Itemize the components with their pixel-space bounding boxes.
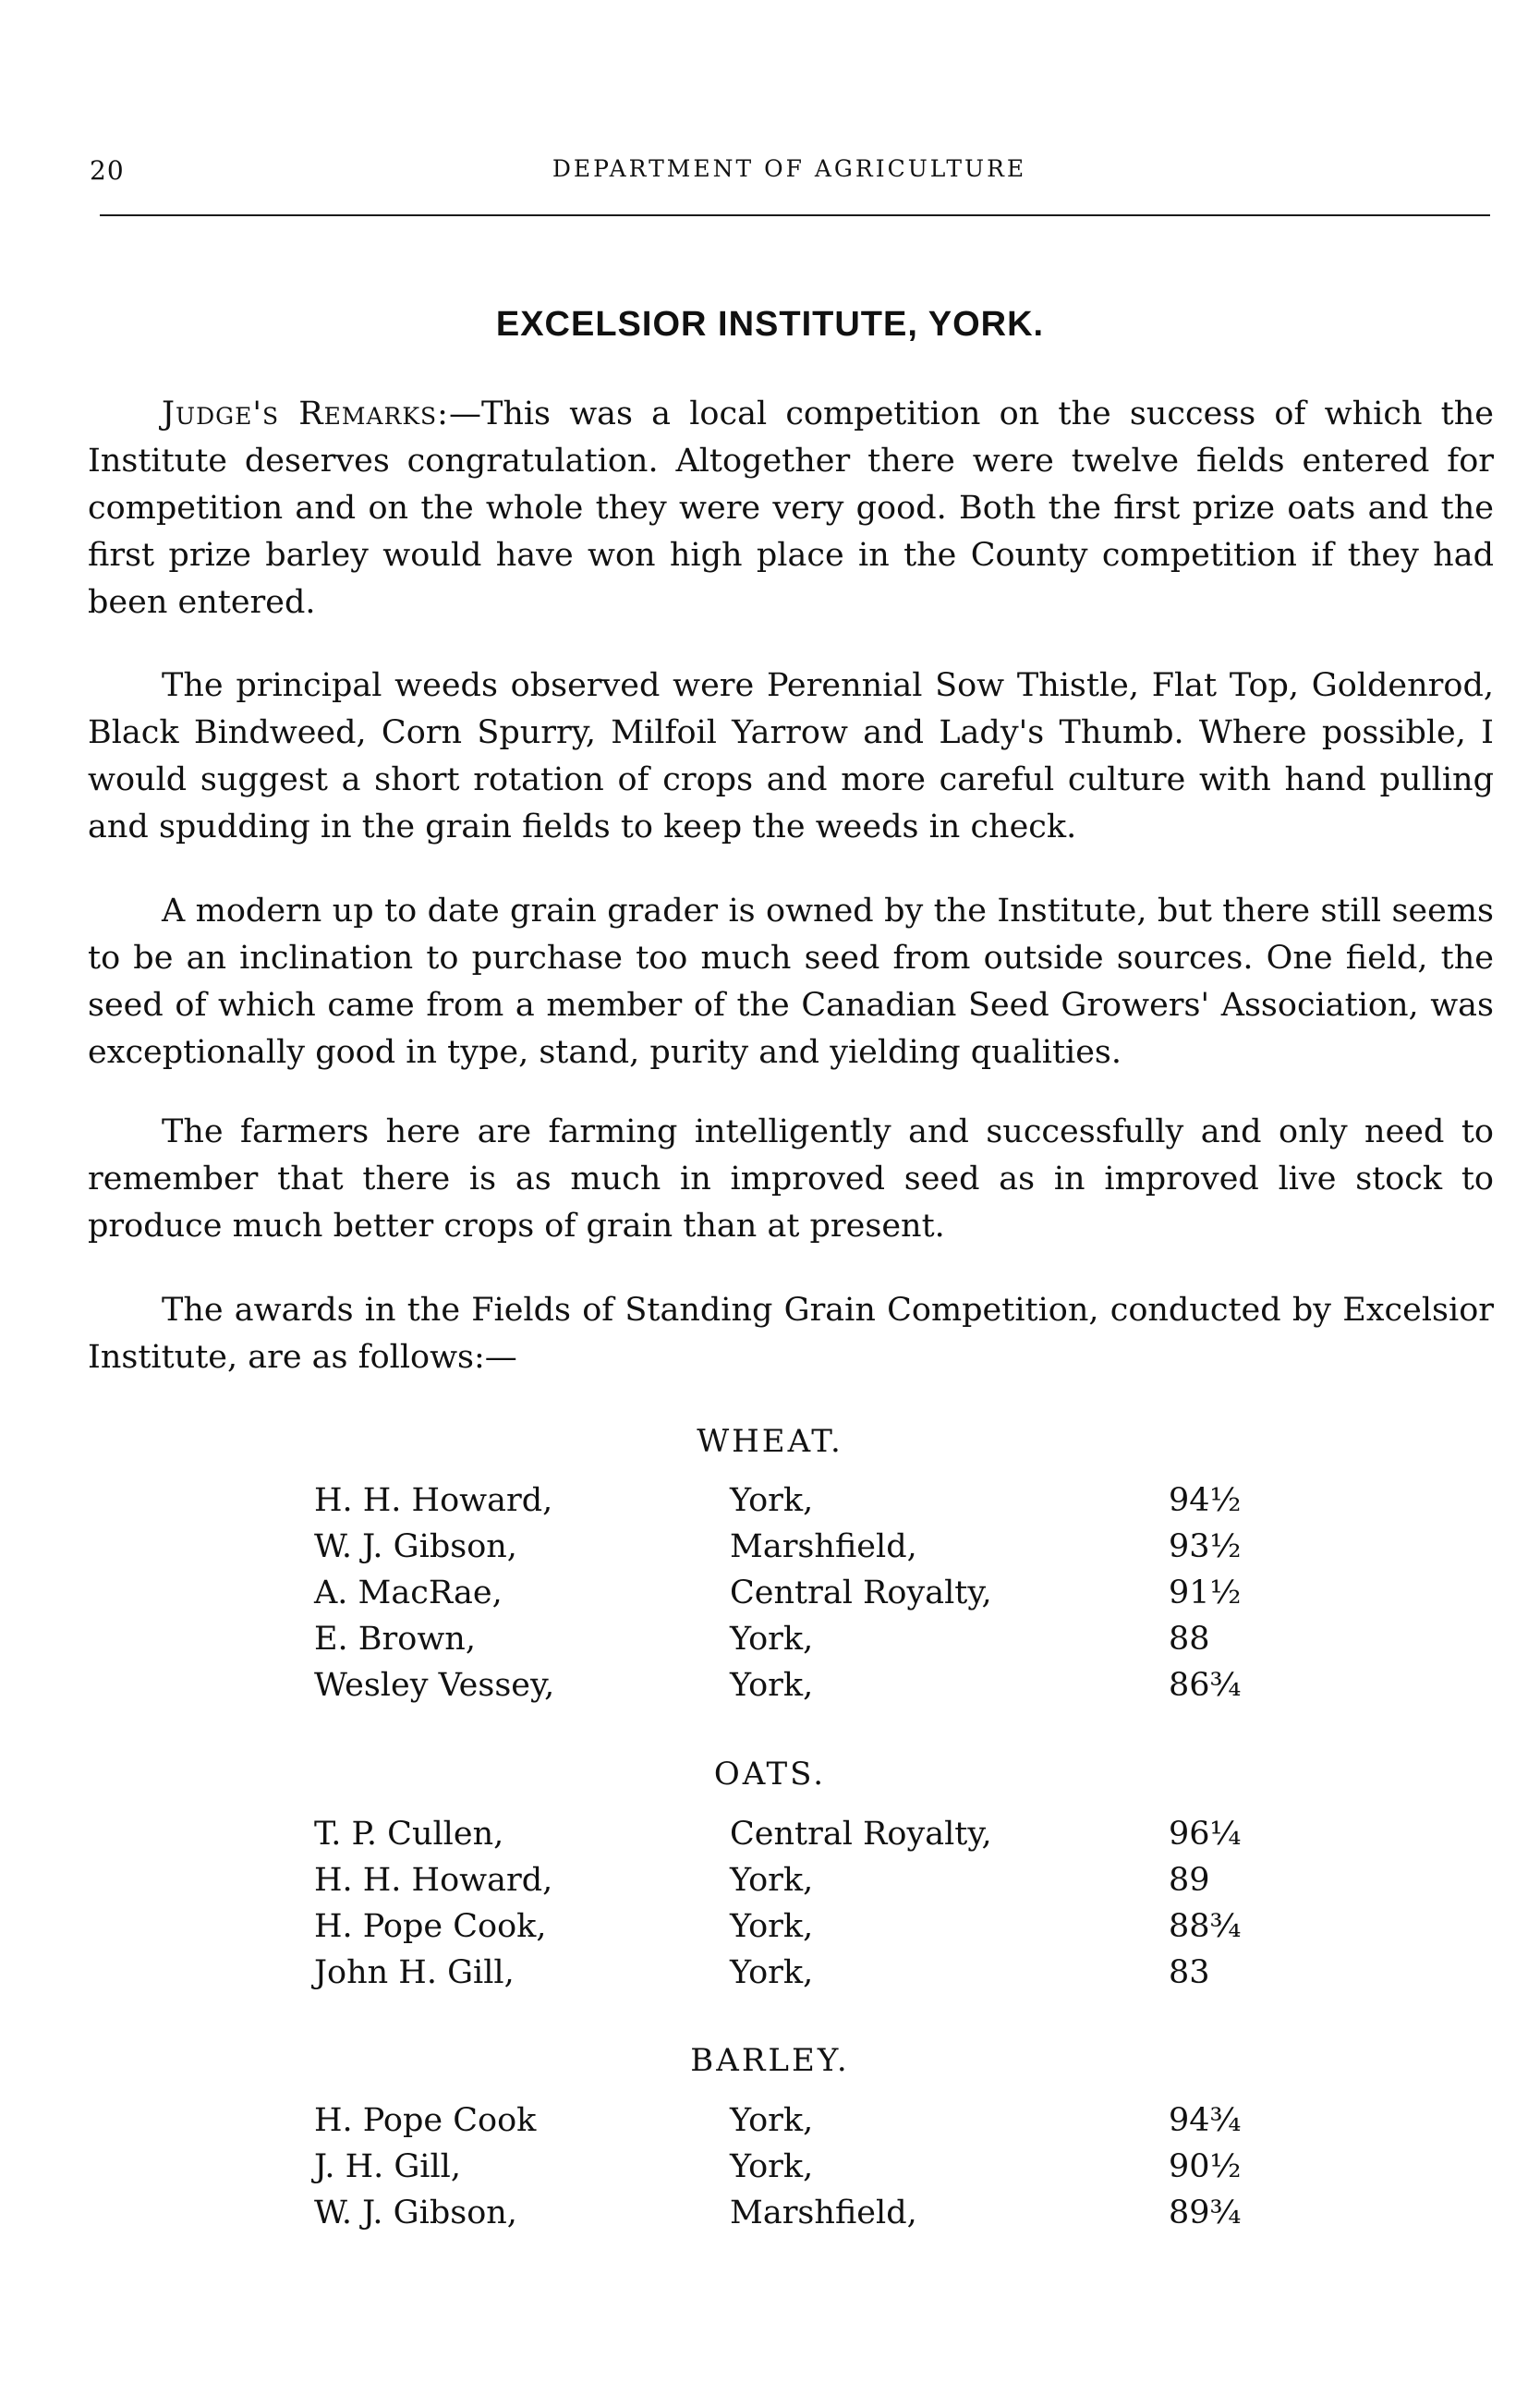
award-score: 94½ bbox=[1169, 1482, 1242, 1519]
award-name: W. J. Gibson, bbox=[314, 1528, 517, 1565]
section-title: EXCELSIOR INSTITUTE, YORK. bbox=[495, 305, 1045, 344]
paragraph-farmers: The farmers here are farming intelligently and successfully and only need to remember that there is as much in improved seed as in improved live stock to produce much better crops of grain than at present. bbox=[88, 1113, 1494, 1245]
award-row bbox=[0, 1528, 1540, 1574]
award-row bbox=[0, 1908, 1540, 1954]
award-score: 83 bbox=[1169, 1954, 1210, 1991]
award-row bbox=[0, 1621, 1540, 1667]
award-name: H. Pope Cook bbox=[314, 2102, 537, 2139]
award-name: H. Pope Cook, bbox=[314, 1908, 547, 1945]
paragraph-weeds: The principal weeds observed were Perennial Sow Thistle, Flat Top, Goldenrod, Black Bindweed, Corn Spurry, Milfoil Yarrow and Lady's Thumb. Where possible, I would suggest a short rotation of crops and more careful culture with hand pulling and spudding in the grain fields to keep the weeds in check. bbox=[88, 667, 1494, 845]
paragraph-judges-remarks bbox=[88, 391, 1494, 626]
award-name: E. Brown, bbox=[314, 1621, 476, 1658]
award-score: 93½ bbox=[1169, 1528, 1242, 1565]
award-place: Central Royalty, bbox=[730, 1574, 992, 1611]
award-row bbox=[0, 1482, 1540, 1528]
award-row bbox=[0, 1816, 1540, 1862]
award-score: 89¾ bbox=[1169, 2194, 1242, 2231]
category-heading-barley: BARLEY. bbox=[690, 2042, 850, 2079]
award-score: 89 bbox=[1169, 1862, 1210, 1899]
paragraph-awards-intro: The awards in the Fields of Standing Grain Competition, conducted by Excelsior Institute, are as follows:— bbox=[88, 1292, 1494, 1376]
award-place: York, bbox=[730, 1908, 814, 1945]
paragraph-grain-grader: A modern up to date grain grader is owned by the Institute, but there still seems to be an inclination to purchase too much seed from outside sources. One field, the seed of which came from a member of the Canadian Seed Growers' Association, was exceptionally good in type, stand, purity and yielding qualities. bbox=[88, 893, 1494, 1071]
award-name: A. MacRae, bbox=[314, 1574, 503, 1611]
award-row bbox=[0, 2102, 1540, 2148]
category-heading-wheat: WHEAT. bbox=[697, 1423, 843, 1460]
header-rule bbox=[100, 214, 1490, 216]
award-score: 88¾ bbox=[1169, 1908, 1242, 1945]
award-score: 96¼ bbox=[1169, 1816, 1242, 1853]
award-place: York, bbox=[730, 1621, 814, 1658]
award-place: York, bbox=[730, 2102, 814, 2139]
award-place: York, bbox=[730, 1482, 814, 1519]
award-place: York, bbox=[730, 1954, 814, 1991]
award-name: T. P. Cullen, bbox=[314, 1816, 504, 1853]
award-name: H. H. Howard, bbox=[314, 1482, 553, 1519]
running-title: DEPARTMENT OF AGRICULTURE bbox=[552, 155, 1027, 182]
award-row bbox=[0, 1954, 1540, 2000]
award-place: Marshfield, bbox=[730, 2194, 917, 2231]
award-row bbox=[0, 1862, 1540, 1908]
award-name: H. H. Howard, bbox=[314, 1862, 553, 1899]
page-number: 20 bbox=[90, 155, 125, 186]
award-row bbox=[0, 2148, 1540, 2194]
award-row bbox=[0, 2194, 1540, 2241]
award-name: J. H. Gill, bbox=[314, 2148, 462, 2185]
award-place: York, bbox=[730, 1862, 814, 1899]
award-score: 86¾ bbox=[1169, 1667, 1242, 1704]
award-place: York, bbox=[730, 2148, 814, 2185]
award-name: John H. Gill, bbox=[314, 1954, 515, 1991]
running-header bbox=[90, 155, 1489, 194]
award-row bbox=[0, 1667, 1540, 1713]
award-name: Wesley Vessey, bbox=[314, 1667, 555, 1704]
award-score: 91½ bbox=[1169, 1574, 1242, 1611]
award-row bbox=[0, 1574, 1540, 1621]
award-place: Central Royalty, bbox=[730, 1816, 992, 1853]
award-place: Marshfield, bbox=[730, 1528, 917, 1565]
award-place: York, bbox=[730, 1667, 814, 1704]
category-heading-oats: OATS. bbox=[713, 1756, 827, 1793]
award-score: 94¾ bbox=[1169, 2102, 1242, 2139]
remarks-lead: Judge's Remarks: bbox=[162, 395, 449, 432]
award-score: 88 bbox=[1169, 1621, 1210, 1658]
paragraph-text: —This was a local competition on the success of which the Institute deserves congratulation. Altogether there were twelve fields entered for competition and on the whole they were very good. Both the first prize oats and the first prize barley would have won high place in the County competition if they had been entered. bbox=[88, 395, 1494, 621]
award-score: 90½ bbox=[1169, 2148, 1242, 2185]
award-name: W. J. Gibson, bbox=[314, 2194, 517, 2231]
